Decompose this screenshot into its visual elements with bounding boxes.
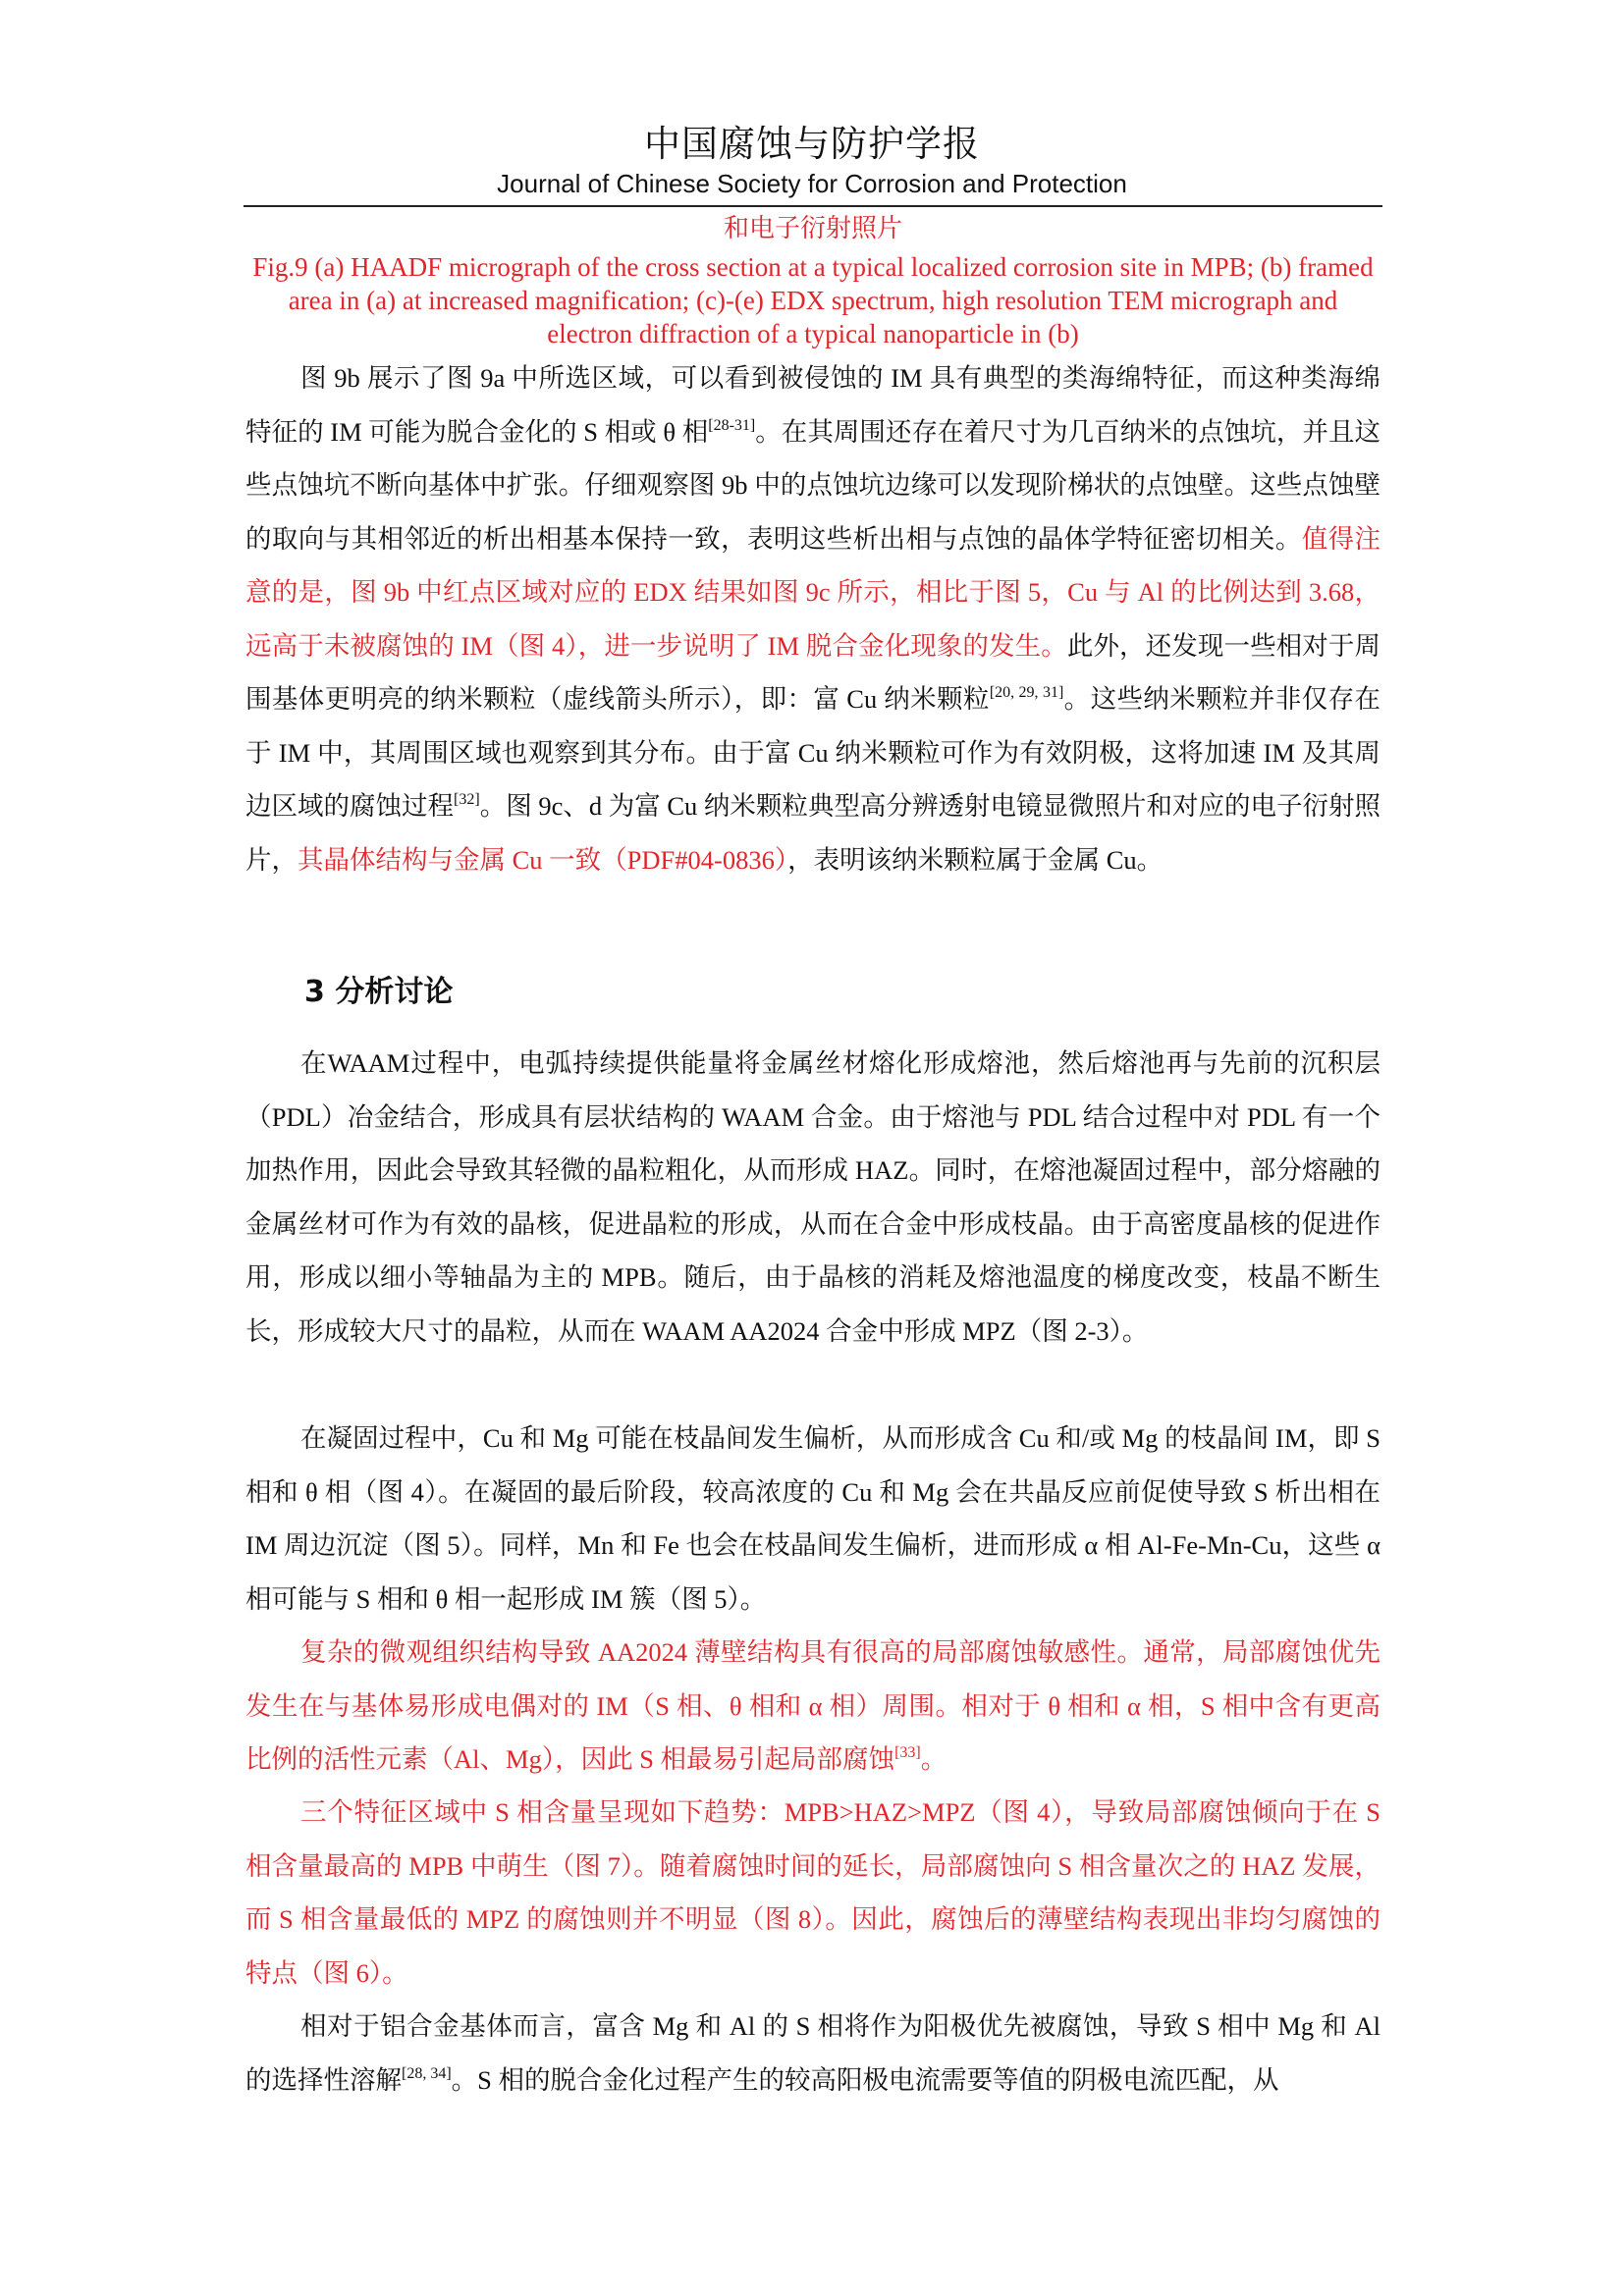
paragraph-solidification: 在凝固过程中，Cu 和 Mg 可能在枝晶间发生偏析，从而形成含 Cu 和/或 Mg 的枝晶间 IM，即 S 相和 θ 相（图 4）。在凝固的最后阶段，较高浓度的 Cu 和 Mg 会在共晶反应前促使导致 S 析出相在 IM 周边沉淀（图 5）。同样，Mn 和 Fe 也会在枝晶间发生偏析，进而形成 α 相 Al-Fe-Mn-Cu，这些 α 相可能与 S 相和 θ 相一起形成 IM 簇（图 5）。 bbox=[245, 1423, 1380, 1614]
paragraph-s-phase-trend: 三个特征区域中 S 相含量呈现如下趋势：MPB>HAZ>MPZ（图 4），导致局部腐蚀倾向于在 S 相含量最高的 MPB 中萌生（图 7）。随着腐蚀时间的延长，局部腐蚀向 S 相含量次之的 HAZ 发展，而 S 相含量最低的 MPZ 的腐蚀则并不明显（图 8）。因此，腐蚀后的薄壁结构表现出非均匀腐蚀的特点（图 6）。 bbox=[245, 1797, 1380, 1988]
citation-28-34: [28, 34] bbox=[402, 2064, 452, 2082]
p1-text-d: 。这些纳米颗粒并非仅存在于 IM 中，其周围区域也观察到其分布。由于富 Cu 纳米颗粒可作为有效阴极，这将加速 IM 及其周边区域的腐蚀过程 bbox=[245, 684, 1380, 821]
header-divider bbox=[244, 205, 1382, 207]
paragraph-waam-process: 在WAAM过程中，电弧持续提供能量将金属丝材熔化形成熔池，然后熔池再与先前的沉积层（PDL）冶金结合，形成具有层状结构的 WAAM 合金。由于熔池与 PDL 结合过程中对 PDL 有一个加热作用，因此会导致其轻微的晶粒粗化，从而形成 HAZ。同时，在熔池凝固过程中，部分熔融的金属丝材可作为有效的晶核，促进晶粒的形成，从而在合金中形成枝晶。由于高密度晶核的促进作用，形成以细小等轴晶为主的 MPB。随后，由于晶核的消耗及熔池温度的梯度改变，枝晶不断生长，形成较大尺寸的晶粒，从而在 WAAM AA2024 合金中形成 MPZ（图 2-3）。 bbox=[245, 1048, 1380, 1346]
p1-text-c: 此外，还发现一些相对于周围基体更明亮的纳米颗粒（虚线箭头所示），即：富 Cu 纳米颗粒 bbox=[245, 630, 1380, 714]
figure-caption-en: Fig.9 (a) HAADF micrograph of the cross section at a typical localized corrosion site in MPB; (b) framed area in (a) at increased magnification; (c)-(e) EDX spectrum, high resolution TEM micrograph and electron diffraction of a typical nanoparticle in (b) bbox=[252, 252, 1374, 348]
p6-text-a: 相对于铝合金基体而言，富含 Mg 和 Al 的 S 相将作为阳极优先被腐蚀，导致 S 相中 Mg 和 Al 的选择性溶解 bbox=[245, 2011, 1380, 2095]
section-heading-analysis: 3 分析讨论 bbox=[304, 975, 454, 1009]
p4-text: 复杂的微观组织结构导致 AA2024 薄壁结构具有很高的局部腐蚀敏感性。通常，局部腐蚀优先发生在与基体易形成电偶对的 IM（S 相、θ 相和 α 相）周围。相对于 θ 相和 α 相，S 相中含有更高比例的活性元素（Al、Mg），因此 S 相最易引起局部腐蚀 bbox=[245, 1637, 1380, 1774]
p4-end: 。 bbox=[920, 1744, 947, 1774]
p1-text-a: 图 9b 展示了图 9a 中所选区域，可以看到被侵蚀的 IM 具有典型的类海绵特征，而这种类海绵特征的 IM 可能为脱合金化的 S 相或 θ 相 bbox=[245, 363, 1380, 447]
journal-title-en: Journal of Chinese Society for Corrosion and Protection bbox=[497, 169, 1127, 198]
p1-text-b: 。在其周围还存在着尺寸为几百纳米的点蚀坑，并且这些点蚀坑不断向基体中扩张。仔细观察图 9b 中的点蚀坑边缘可以发现阶梯状的点蚀壁。这些点蚀壁的取向与其相邻近的析出相基本保持一致，表明这些析出相与点蚀的晶体学特征密切相关。 bbox=[245, 416, 1381, 554]
citation-33: [33] bbox=[894, 1744, 921, 1761]
p6-text-b: 。S 相的脱合金化过程产生的较高阳极电流需要等值的阴极电流匹配，从 bbox=[451, 2064, 1279, 2095]
paragraph-corrosion-sensitivity bbox=[245, 1626, 1380, 1787]
paragraph-s-phase-anode bbox=[245, 2000, 1380, 2107]
p1-text-f: ，表明该纳米颗粒属于金属 Cu。 bbox=[787, 844, 1164, 875]
citation-28-31: [28-31] bbox=[708, 416, 756, 434]
citation-32: [32] bbox=[454, 791, 480, 808]
paragraph-fig9-discussion bbox=[245, 351, 1380, 886]
p1-text-e: 。图 9c、d 为富 Cu 纳米颗粒典型高分辨透射电镜显微照片和对应的电子衍射照片， bbox=[245, 791, 1381, 875]
figure-caption-cn: 和电子衍射照片 bbox=[723, 214, 902, 243]
citation-20-29-31: [20, 29, 31] bbox=[989, 684, 1064, 701]
p1-highlight-edx: 值得注意的是，图 9b 中红点区域对应的 EDX 结果如图 9c 所示，相比于图 5，Cu 与 Al 的比例达到 3.68，远高于未被腐蚀的 IM（图 4），进一步说明了 IM 脱合金化现象的发生。 bbox=[245, 523, 1381, 661]
journal-title-cn: 中国腐蚀与防护学报 bbox=[644, 123, 980, 165]
p1-highlight-crystal: 其晶体结构与金属 Cu 一致（PDF#04-0836） bbox=[298, 844, 788, 875]
